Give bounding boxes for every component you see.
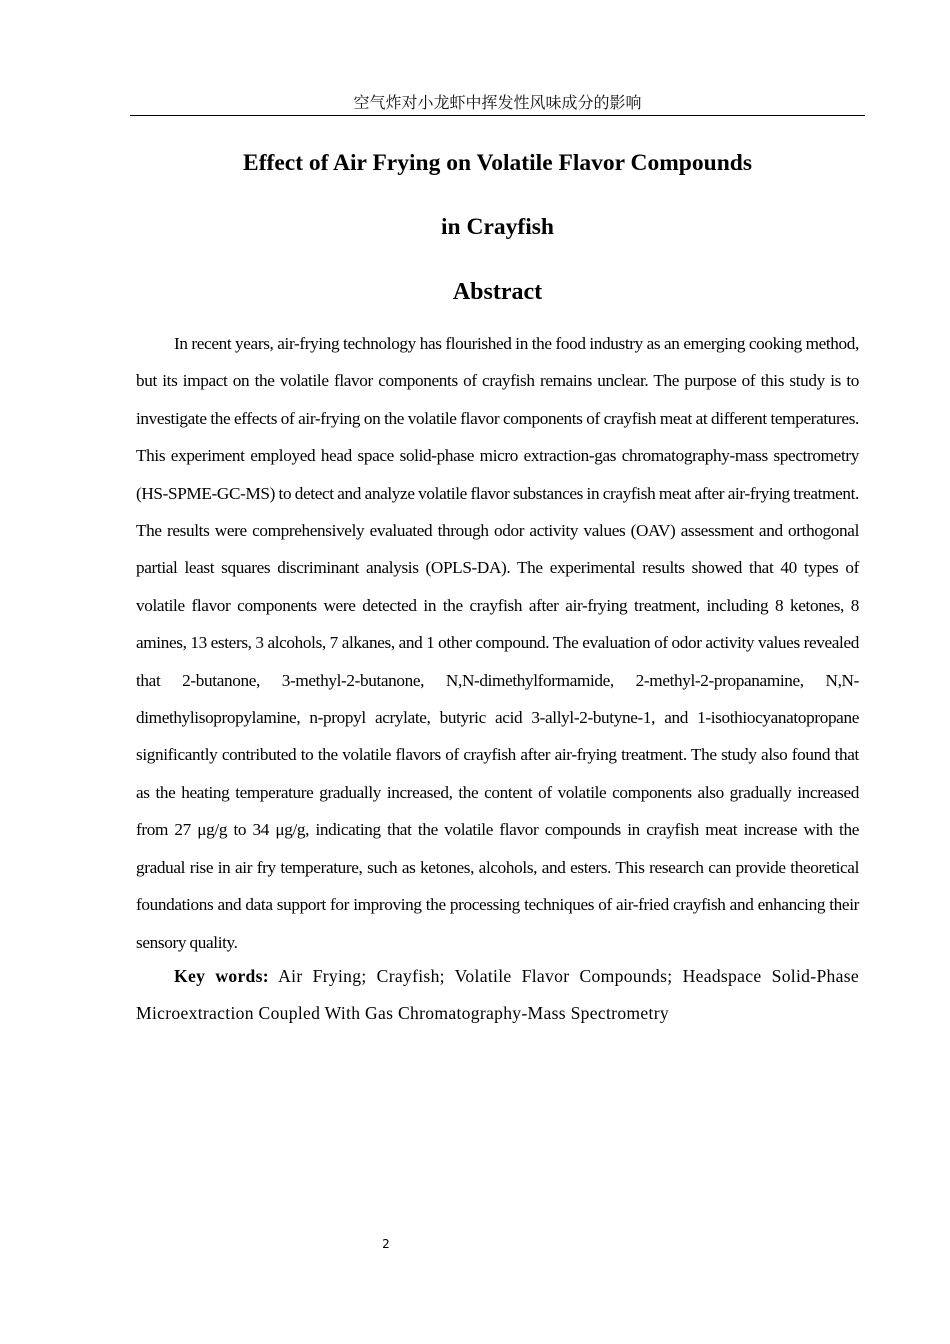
keywords-paragraph xyxy=(136,958,859,1033)
abstract-body: In recent years, air-frying technology has flourished in the food industry as an emerging cooking method, but its impact on the volatile flavor components of crayfish remains unclear. The purpose of this study is to investigate the effects of air-frying on the volatile flavor components of crayfish meat at different temperatures. This experiment employed head space solid-phase micro extraction-gas chromatography-mass spectrometry (HS-SPME-GC-MS) to detect and analyze volatile flavor substances in crayfish meat after air-frying treatment. The results were comprehensively evaluated through odor activity values (OAV) assessment and orthogonal partial least squares discriminant analysis (OPLS-DA). The experimental results showed that 40 types of volatile flavor components were detected in the crayfish after air-frying treatment, including 8 ketones, 8 amines, 13 esters, 3 alcohols, 7 alkanes, and 1 other compound. The evaluation of odor activity values revealed that 2-butanone, 3-methyl-2-butanone, N,N-dimethylformamide, 2-methyl-2-propanamine, N,N-dimethylisopropylamine, n-propyl acrylate, butyric acid 3-allyl-2-butyne-1, and 1-isothiocyanatopropane significantly contributed to the volatile flavors of crayfish after air-frying treatment. The study also found that as the heating temperature gradually increased, the content of volatile components also gradually increased from 27 μg/g to 34 μg/g, indicating that the volatile flavor compounds in crayfish meat increase with the gradual rise in air fry temperature, such as ketones, alcohols, and esters. This research can provide theoretical foundations and data support for improving the processing techniques of air-fried crayfish and enhancing their sensory quality. xyxy=(136,334,859,952)
keywords-text: Air Frying; Crayfish; Volatile Flavor Compounds; Headspace Solid-Phase Microextraction Coupled With Gas Chromatography-Mass Spectrometry xyxy=(136,966,859,1024)
abstract-heading: Abstract xyxy=(452,279,543,305)
keywords-label: Key words: xyxy=(174,966,269,986)
title-line-2: in Crayfish xyxy=(441,214,554,240)
running-header: 空气炸对小龙虾中挥发性风味成分的影响 xyxy=(353,93,642,112)
header-rule xyxy=(130,115,865,116)
title-line-1: Effect of Air Frying on Volatile Flavor Compounds xyxy=(243,150,752,176)
page-number: 2 xyxy=(382,1237,390,1251)
